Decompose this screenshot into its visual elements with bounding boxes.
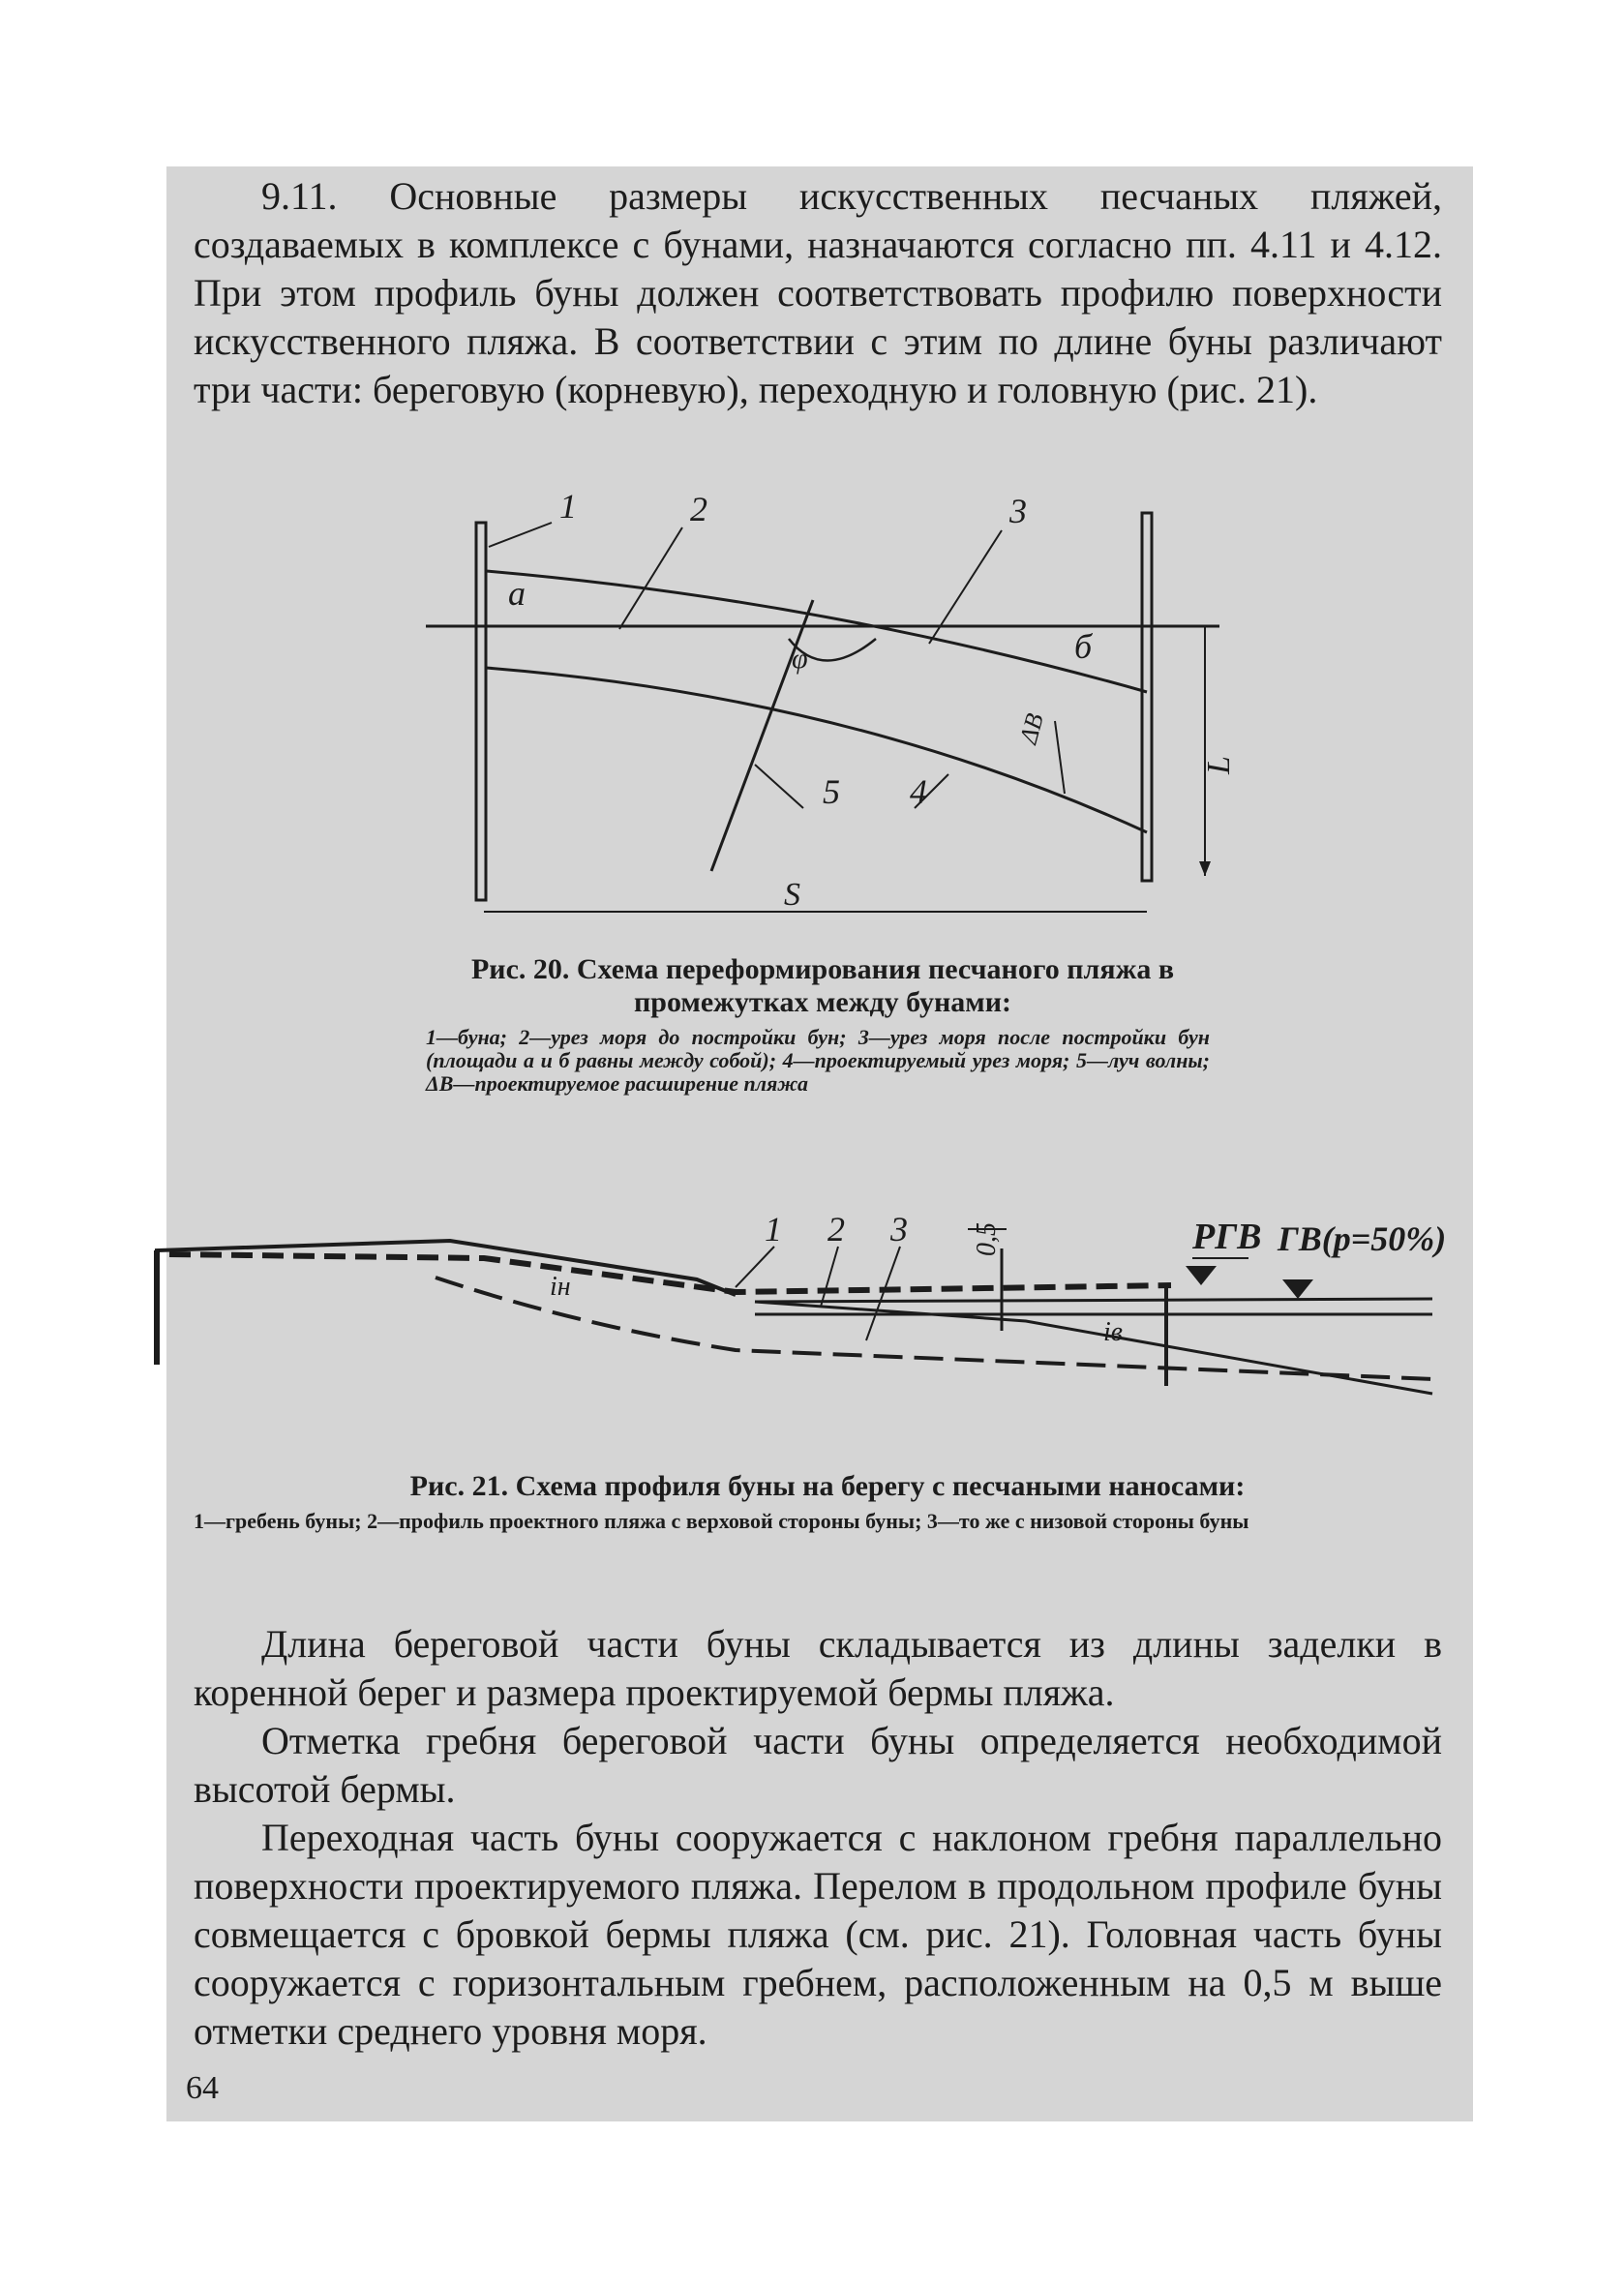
label-delta-b: ΔB bbox=[1013, 709, 1049, 747]
figure-20-caption-title: Рис. 20. Схема переформирования песчаного пляжа в промежутках между бунами: bbox=[470, 953, 1175, 1018]
label-2: 2 bbox=[827, 1210, 845, 1248]
label-5: 5 bbox=[823, 772, 840, 811]
label-dim-0-5: 0,5 bbox=[972, 1222, 1002, 1256]
page-number: 64 bbox=[186, 2070, 219, 2106]
groin-crest bbox=[169, 1254, 1171, 1292]
label-length-l: L bbox=[1201, 756, 1237, 774]
label-angle: φ bbox=[792, 643, 808, 675]
water-level-rgv bbox=[755, 1299, 1432, 1302]
label-area-b: б bbox=[1074, 627, 1093, 666]
paragraph-transition-part: Переходная часть буны сооружается с наклоном гребня параллельно поверхности проектируемого пляжа. Перелом в продольном профиле буны совмещается с бровкой бермы пляжа (см. рис. 21). Головная часть буны сооружается с горизонтальным гребнем, расположенным на 0,5 м выше отметки среднего уровня моря. bbox=[194, 1816, 1442, 2053]
label-gv: ГВ(p=50%) bbox=[1278, 1219, 1447, 1258]
paragraph-crest-elevation: Отметка гребня береговой части буны определяется необходимой высотой бермы. bbox=[194, 1719, 1442, 1811]
figure-21-caption-legend: 1—гребень буны; 2—профиль проектного пляжа с верховой стороны буны; 3—то же с низовой стороны буны bbox=[194, 1509, 1249, 1533]
figure-21-caption-title: Рис. 21. Схема профиля буны на берегу с песчаными наносами: bbox=[409, 1470, 1246, 1502]
label-2: 2 bbox=[690, 490, 707, 528]
label-3: 3 bbox=[890, 1210, 908, 1248]
label-1: 1 bbox=[559, 487, 577, 526]
label-1: 1 bbox=[765, 1210, 782, 1248]
label-spacing-s: S bbox=[784, 877, 800, 913]
marker-gv bbox=[1282, 1279, 1313, 1299]
beach-profile-updrift bbox=[436, 1278, 1432, 1379]
label-4: 4 bbox=[910, 772, 927, 811]
paragraph-coast-part-length: Длина береговой части буны складывается из длины заделки в коренной берег и размера проектируемой бермы пляжа. bbox=[194, 1622, 1442, 1714]
label-area-a: а bbox=[508, 574, 526, 613]
paragraph-9-11: 9.11. Основные размеры искусственных песчаных пляжей, создаваемых в комплексе с бунами, назначаются согласно пп. 4.11 и 4.12. При этом профиль буны должен соответствовать профилю поверхности искусственного пляжа. В соответствии с этим по длине буны различают три части: береговую (корневую), переходную и головную (рис. 21). bbox=[194, 174, 1442, 411]
label-slope-1: iн bbox=[550, 1272, 571, 1302]
label-slope-2: iв bbox=[1103, 1317, 1123, 1347]
marker-rgv bbox=[1186, 1266, 1217, 1285]
label-3: 3 bbox=[1009, 492, 1027, 530]
figure-20-caption-legend: 1—буна; 2—урез моря до постройки бун; 3—урез моря после постройки бун (площади а и б равны между собой); 4—проектируемый урез моря; 5—луч волны; ΔB—проектируемое расширение пляжа bbox=[426, 1025, 1210, 1096]
label-rgv: РГВ bbox=[1192, 1217, 1262, 1257]
